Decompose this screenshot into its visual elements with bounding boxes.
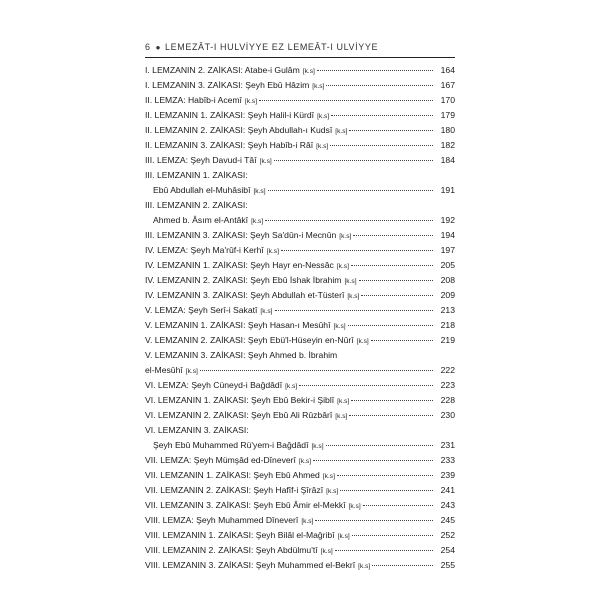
toc-entry-honorific: [k.s]	[298, 458, 312, 465]
toc-entry-honorific: [k.s]	[259, 158, 272, 165]
table-of-contents	[145, 63, 455, 573]
toc-entry-page: 223	[440, 380, 455, 390]
toc-entry-honorific: [k.s]	[317, 113, 330, 120]
toc-entry	[145, 408, 455, 423]
toc-entry-title: III. LEMZA: Şeyh Davud-i Tâî	[145, 155, 257, 165]
toc-entry	[145, 78, 455, 93]
toc-entry	[145, 198, 455, 213]
toc-entry	[145, 243, 455, 258]
toc-entry-title: III. LEMZANIN 2. ZAİKASI:	[145, 200, 248, 210]
toc-entry-page: 167	[440, 80, 455, 90]
dot-leader	[359, 280, 433, 281]
toc-entry-title: IV. LEMZA: Şeyh Ma'rûf-i Kerhî	[145, 245, 264, 255]
toc-entry-title: V. LEMZANIN 3. ZAİKASI: Şeyh Ahmed b. İbrahim	[145, 350, 338, 360]
dot-leader	[352, 535, 433, 536]
bullet-icon: ●	[155, 42, 162, 52]
toc-entry	[145, 333, 455, 348]
toc-entry-page: 241	[440, 485, 455, 495]
toc-entry	[145, 453, 455, 468]
toc-entry-page: 208	[440, 275, 455, 285]
dot-leader	[331, 115, 433, 116]
header-rule	[145, 57, 455, 58]
toc-entry-honorific: [k.s]	[336, 263, 349, 270]
toc-entry-title: VIII. LEMZANIN 2. ZAİKASI: Şeyh Abdülmu'tî	[145, 545, 318, 555]
toc-entry-honorific: [k.s]	[344, 278, 357, 285]
toc-entry-title: VI. LEMZANIN 1. ZAİKASI: Şeyh Ebû Bekir-i Şiblî	[145, 395, 335, 405]
toc-entry-page: 209	[440, 290, 455, 300]
toc-entry-page: 233	[440, 455, 455, 465]
toc-entry-title: I. LEMZANIN 2. ZAİKASI: Atabe-i Gulâm	[145, 65, 300, 75]
toc-entry-honorific: [k.s]	[333, 323, 346, 330]
toc-entry-honorific: [k.s]	[337, 398, 350, 405]
toc-entry-title: IV. LEMZANIN 2. ZAİKASI: Şeyh Ebû İshak İbrahim	[145, 275, 342, 285]
toc-entry	[145, 273, 455, 288]
dot-leader	[337, 475, 433, 476]
dot-leader	[268, 190, 433, 191]
toc-entry	[145, 438, 455, 453]
toc-entry-title: V. LEMZA: Şeyh Serî-i Sakatî	[145, 305, 258, 315]
dot-leader	[313, 460, 433, 461]
toc-entry	[145, 108, 455, 123]
toc-entry	[145, 348, 455, 363]
toc-entry	[145, 468, 455, 483]
running-header	[145, 42, 465, 52]
toc-entry-honorific: [k.s]	[339, 233, 352, 240]
dot-leader	[281, 250, 433, 251]
toc-entry-title: VI. LEMZANIN 3. ZAİKASI:	[145, 425, 249, 435]
toc-entry-honorific: [k.s]	[302, 68, 315, 75]
dot-leader	[361, 295, 433, 296]
toc-entry-honorific: [k.s]	[316, 143, 329, 150]
dot-leader	[315, 520, 433, 521]
dot-leader	[274, 160, 433, 161]
toc-entry-title: II. LEMZANIN 1. ZAİKASI: Şeyh Halil-i Kürdî	[145, 110, 315, 120]
dot-leader	[335, 550, 433, 551]
dot-leader	[371, 340, 433, 341]
toc-entry-page: 194	[440, 230, 455, 240]
toc-entry	[145, 363, 455, 378]
toc-entry-title: IV. LEMZANIN 3. ZAİKASI: Şeyh Abdullah et-Tüsterî	[145, 290, 345, 300]
toc-entry	[145, 213, 455, 228]
dot-leader	[340, 490, 433, 491]
toc-entry-page: 218	[440, 320, 455, 330]
toc-entry-title: III. LEMZANIN 3. ZAİKASI: Şeyh Sa'dûn-i Mecnûn	[145, 230, 337, 240]
toc-entry-page: 222	[440, 365, 455, 375]
dot-leader	[351, 265, 433, 266]
dot-leader	[200, 370, 433, 371]
toc-entry-page: 182	[440, 140, 455, 150]
toc-entry	[145, 558, 455, 573]
toc-entry-honorific: [k.s]	[356, 338, 369, 345]
toc-entry-honorific: [k.s]	[335, 413, 348, 420]
toc-entry-page: 170	[440, 95, 455, 105]
toc-entry-title: VIII. LEMZANIN 3. ZAİKASI: Şeyh Muhammed el-Bekrî	[145, 560, 356, 570]
toc-entry-title: II. LEMZANIN 2. ZAİKASI: Şeyh Abdullah-ı Kudsî	[145, 125, 333, 135]
toc-entry-page: 252	[440, 530, 455, 540]
toc-entry-page: 197	[440, 245, 455, 255]
toc-entry-title: VII. LEMZANIN 2. ZAİKASI: Şeyh Hafîf-i Şîrâzî	[145, 485, 324, 495]
toc-entry-title: VII. LEMZANIN 3. ZAİKASI: Şeyh Ebû Âmir el-Mekkî	[145, 500, 346, 510]
dot-leader	[259, 100, 433, 101]
toc-entry-page: 192	[440, 215, 455, 225]
dot-leader	[363, 505, 433, 506]
toc-entry-honorific: [k.s]	[251, 218, 264, 225]
dot-leader	[351, 400, 433, 401]
toc-entry-honorific: [k.s]	[312, 83, 325, 90]
page-number: 6	[145, 42, 151, 52]
toc-entry	[145, 303, 455, 318]
toc-entry-page: 254	[440, 545, 455, 555]
toc-entry	[145, 423, 455, 438]
toc-entry-title: VII. LEMZA: Şeyh Mümşâd ed-Dîneverî	[145, 455, 296, 465]
running-title: LEMEZÂT-I HULVİYYE EZ LEMEÂT-I ULVİYYE	[165, 42, 379, 52]
toc-entry-page: 245	[440, 515, 455, 525]
dot-leader	[326, 85, 433, 86]
toc-entry-page: 205	[440, 260, 455, 270]
toc-entry-honorific: [k.s]	[337, 533, 350, 540]
toc-entry-honorific: [k.s]	[260, 308, 273, 315]
toc-entry-title: II. LEMZA: Habîb-i Acemî	[145, 95, 242, 105]
toc-entry-honorific: [k.s]	[326, 488, 339, 495]
toc-entry-page: 255	[440, 560, 455, 570]
toc-entry	[145, 378, 455, 393]
toc-entry-honorific: [k.s]	[320, 548, 333, 555]
toc-entry-title: V. LEMZANIN 2. ZAİKASI: Şeyh Ebü'l-Hüseyin en-Nûrî	[145, 335, 354, 345]
toc-entry-page: 213	[440, 305, 455, 315]
toc-entry-page: 179	[440, 110, 455, 120]
dot-leader	[275, 310, 434, 311]
toc-entry-honorific: [k.s]	[322, 473, 335, 480]
dot-leader	[330, 145, 433, 146]
toc-entry	[145, 63, 455, 78]
toc-entry-honorific: [k.s]	[266, 248, 279, 255]
toc-entry-page: 180	[440, 125, 455, 135]
toc-entry-honorific: [k.s]	[244, 98, 258, 105]
toc-entry	[145, 393, 455, 408]
toc-entry-title: IV. LEMZANIN 1. ZAİKASI: Şeyh Hayr en-Nessâc	[145, 260, 334, 270]
dot-leader	[326, 445, 433, 446]
toc-entry-honorific: [k.s]	[348, 503, 361, 510]
dot-leader	[349, 130, 433, 131]
toc-entry-title: I. LEMZANIN 3. ZAİKASI: Şeyh Ebû Hâzim	[145, 80, 310, 90]
toc-entry-page: 228	[440, 395, 455, 405]
toc-entry-title: Ebû Abdullah el-Muhâsibî	[153, 185, 251, 195]
dot-leader	[265, 220, 433, 221]
toc-entry-honorific: [k.s]	[335, 128, 348, 135]
dot-leader	[353, 235, 433, 236]
toc-entry-page: 164	[440, 65, 455, 75]
toc-entry-honorific: [k.s]	[358, 563, 371, 570]
toc-entry	[145, 183, 455, 198]
dot-leader	[349, 415, 433, 416]
toc-entry-page: 230	[440, 410, 455, 420]
toc-entry-page: 239	[440, 470, 455, 480]
toc-entry	[145, 318, 455, 333]
toc-entry-honorific: [k.s]	[347, 293, 360, 300]
toc-entry	[145, 258, 455, 273]
toc-entry-honorific: [k.s]	[285, 383, 298, 390]
toc-entry-title: V. LEMZANIN 1. ZAİKASI: Şeyh Hasan-ı Mesûhî	[145, 320, 331, 330]
toc-entry-page: 231	[440, 440, 455, 450]
toc-entry-title: VI. LEMZA: Şeyh Cüneyd-i Bağdâdî	[145, 380, 283, 390]
toc-entry-honorific: [k.s]	[311, 443, 324, 450]
toc-entry-page: 184	[440, 155, 455, 165]
toc-entry-title: el-Mesûhî	[145, 365, 183, 375]
toc-entry	[145, 123, 455, 138]
toc-entry	[145, 153, 455, 168]
dot-leader	[317, 70, 433, 71]
toc-entry	[145, 483, 455, 498]
toc-entry	[145, 528, 455, 543]
toc-entry-title: VII. LEMZANIN 1. ZAİKASI: Şeyh Ebû Ahmed	[145, 470, 320, 480]
toc-entry-honorific: [k.s]	[253, 188, 266, 195]
toc-entry-title: Ahmed b. Âsım el-Antâkî	[153, 215, 249, 225]
toc-entry-title: II. LEMZANIN 3. ZAİKASI: Şeyh Habîb-i Râî	[145, 140, 314, 150]
toc-entry-title: VIII. LEMZA: Şeyh Muhammed Dîneverî	[145, 515, 299, 525]
toc-entry-page: 191	[440, 185, 455, 195]
toc-entry-title: VIII. LEMZANIN 1. ZAİKASI: Şeyh Bilâl el-Mağribî	[145, 530, 335, 540]
toc-entry-title: VI. LEMZANIN 2. ZAİKASI: Şeyh Ebû Ali Rûzbârî	[145, 410, 333, 420]
toc-entry	[145, 138, 455, 153]
toc-entry	[145, 168, 455, 183]
dot-leader	[348, 325, 433, 326]
toc-entry	[145, 228, 455, 243]
toc-entry-page: 243	[440, 500, 455, 510]
toc-entry-honorific: [k.s]	[301, 518, 314, 525]
toc-entry	[145, 513, 455, 528]
toc-entry-title: III. LEMZANIN 1. ZAİKASI:	[145, 170, 248, 180]
dot-leader	[299, 385, 433, 386]
toc-entry-page: 219	[440, 335, 455, 345]
toc-entry-honorific: [k.s]	[185, 368, 198, 375]
toc-entry	[145, 543, 455, 558]
toc-entry	[145, 498, 455, 513]
toc-entry	[145, 93, 455, 108]
toc-entry-title: Şeyh Ebû Muhammed Rü'yem-i Bağdâdî	[153, 440, 309, 450]
dot-leader	[372, 565, 433, 566]
toc-entry	[145, 288, 455, 303]
